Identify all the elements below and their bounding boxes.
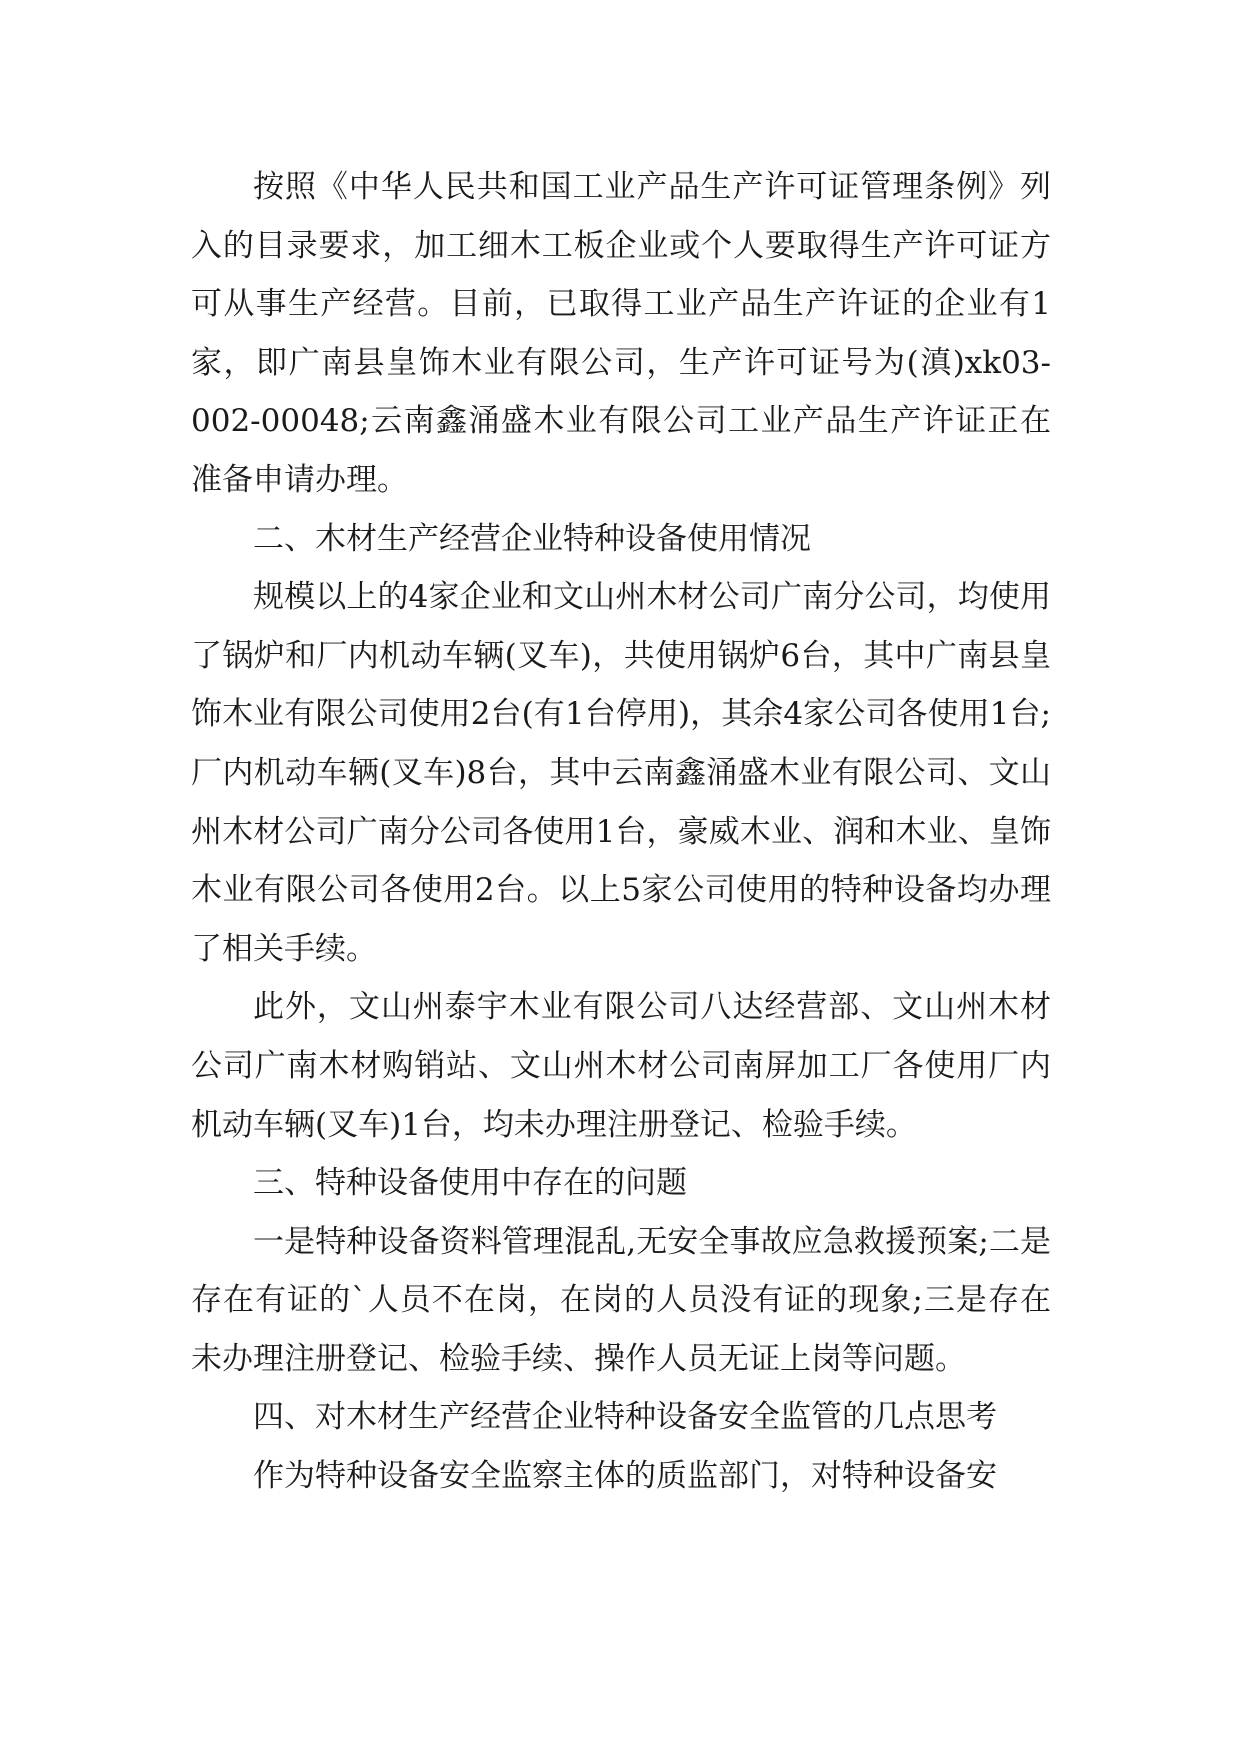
section-heading-4: 四、对木材生产经营企业特种设备安全监管的几点思考 bbox=[253, 1399, 997, 1436]
paragraph-supervision: 作为特种设备安全监察主体的质监部门，对特种设备安 bbox=[253, 1458, 997, 1495]
section-heading-3: 三、特种设备使用中存在的问题 bbox=[253, 1165, 687, 1202]
document-page bbox=[191, 158, 1051, 1506]
paragraph-equipment-usage: 规模以上的4家企业和文山州木材公司广南分公司，均使用了锅炉和厂内机动车辆(叉车)，共使用锅炉6台，其中广南县皇饰木业有限公司使用2台(有1台停用)，其余4家公司各使用1台;厂内机动车辆(叉车)8台，其中云南鑫涌盛木业有限公司、文山州木材公司广南分公司各使用1台，豪威木业、润和木业、皇饰木业有限公司各使用2台。以上5家公司使用的特种设备均办理了相关手续。 bbox=[191, 579, 1051, 967]
paragraph-production-license: 按照《中华人民共和国工业产品生产许可证管理条例》列入的目录要求，加工细木工板企业或个人要取得生产许可证方可从事生产经营。目前，已取得工业产品生产许证的企业有1家，即广南县皇饰木业有限公司，生产许可证号为(滇)xk03-002-00048;云南鑫涌盛木业有限公司工业产品生产许证正在准备申请办理。 bbox=[191, 169, 1051, 498]
paragraph-problems: 一是特种设备资料管理混乱,无安全事故应急救援预案;二是存在有证的`人员不在岗，在岗的人员没有证的现象;三是存在未办理注册登记、检验手续、操作人员无证上岗等问题。 bbox=[191, 1223, 1051, 1377]
paragraph-unregistered-forklifts: 此外，文山州泰宇木业有限公司八达经营部、文山州木材公司广南木材购销站、文山州木材公司南屏加工厂各使用厂内机动车辆(叉车)1台，均未办理注册登记、检验手续。 bbox=[191, 989, 1051, 1143]
section-heading-2: 二、木材生产经营企业特种设备使用情况 bbox=[253, 520, 811, 557]
